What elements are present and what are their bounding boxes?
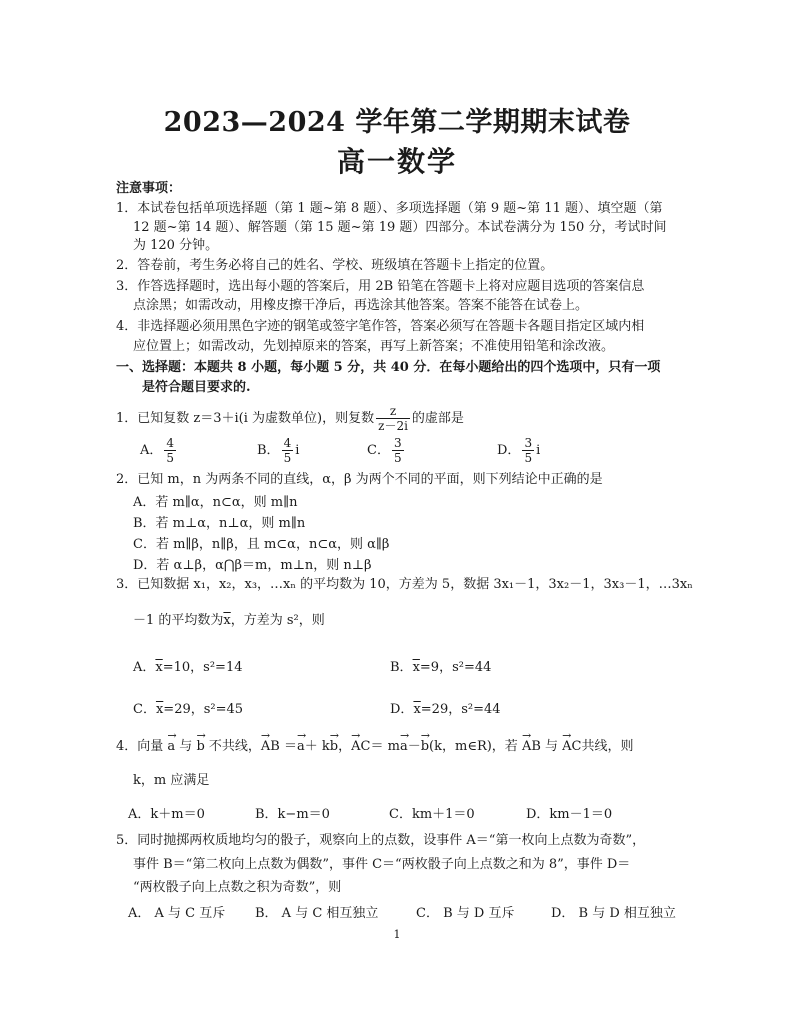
q1-stem-end: 的虚部是 <box>411 411 464 426</box>
option-text: =10，s²=14 <box>162 660 243 675</box>
q4-option-a[interactable]: A．k＋m＝0 <box>128 807 205 822</box>
q1-option-a[interactable] <box>140 436 178 465</box>
q2-option-b[interactable]: B．若 m⊥α，n⊥α，则 m∥n <box>133 516 306 531</box>
section-heading-cont: 是符合题目要求的. <box>142 380 251 395</box>
q3-option-a[interactable] <box>133 656 243 675</box>
question-3-stem-cont <box>133 612 325 629</box>
notes-heading: 注意事项： <box>116 181 182 196</box>
q3-option-c[interactable] <box>133 698 243 717</box>
exam-title: 2023—2024 学年第二学期期末试卷 <box>163 107 631 138</box>
notes-line: 为 120 分钟。 <box>133 238 219 253</box>
q1-option-d[interactable] <box>497 436 540 465</box>
mean-symbol: $\overline{x}$ <box>413 702 421 717</box>
q4-text: (k，m∈R)，若 <box>429 739 522 754</box>
question-1-stem <box>116 404 464 433</box>
q5-option-d[interactable]: D． B 与 D 相互独立 <box>551 906 676 921</box>
q4-option-c[interactable]: C．km＋1＝0 <box>389 807 475 822</box>
question-5-stem-cont: “两枚骰子向上点数之积为奇数”，则 <box>133 880 342 895</box>
option-text: =29，s²=45 <box>163 702 244 717</box>
q4-text: ＋ k <box>304 739 330 754</box>
q1-option-b[interactable] <box>257 436 299 465</box>
option-fraction <box>522 436 534 465</box>
q4-text: ＝ m <box>370 739 400 754</box>
exam-subtitle: 高一数学 <box>336 145 457 178</box>
frac-num: 3 <box>524 436 533 450</box>
notes-line: 4．非选择题必须用黑色字迹的钢笔或签字笔作答，答案必须写在答题卡各题目指定区域内相 <box>116 319 645 334</box>
q5-option-c[interactable]: C． B 与 D 互斥 <box>416 906 515 921</box>
q2-option-a[interactable]: A．若 m∥α，n⊂α，则 m∥n <box>133 495 298 510</box>
frac-num: 4 <box>283 436 292 450</box>
option-label: B． <box>390 660 413 675</box>
option-text: =9，s²=44 <box>419 660 492 675</box>
vector-a: → a <box>167 738 175 755</box>
question-5-stem-cont: 事件 B＝“第二枚向上点数为偶数”，事件 C＝“两枚骰子向上点数之和为 8”，事件 D＝ <box>133 857 631 872</box>
q1-option-c[interactable] <box>367 436 406 465</box>
frac-den: 5 <box>393 451 402 465</box>
option-suffix: i <box>295 443 300 458</box>
q2-option-c[interactable]: C．若 m∥β，n∥β，且 m⊂α，n⊂α，则 α∥β <box>133 537 390 552</box>
notes-line: 2．答卷前，考生务必将自己的姓名、学校、班级填在答题卡上指定的位置。 <box>116 258 554 273</box>
frac-num: 3 <box>393 436 402 450</box>
q4-option-d[interactable]: D．km－1＝0 <box>526 807 613 822</box>
q3-mean-symbol: $\overline{x}$ <box>223 613 231 628</box>
section-heading: 一、选择题：本题共 8 小题，每小题 5 分，共 40 分．在每小题给出的四个选项中，只有一项 <box>116 360 661 375</box>
option-label: C． <box>133 702 156 717</box>
vector-b: → b <box>196 738 204 755</box>
q2-option-d[interactable]: D．若 α⊥β，α⋂β＝m，m⊥n，则 n⊥β <box>133 558 372 573</box>
option-fraction <box>164 436 176 465</box>
frac-num: 4 <box>166 436 175 450</box>
frac-den: 5 <box>166 451 175 465</box>
q3-stem-text: －1 的平均数为 <box>133 613 224 628</box>
page-number: 1 <box>393 928 401 941</box>
vector-ac: → AC <box>562 738 581 755</box>
q5-option-b[interactable]: B． A 与 C 相互独立 <box>255 906 379 921</box>
mean-symbol: $\overline{x}$ <box>412 660 420 675</box>
notes-line: 12 题~第 14 题）、解答题（第 15 题~第 19 题）四部分。本试卷满分为 150 分，考试时间 <box>133 220 667 235</box>
q4-text: 共线，则 <box>581 739 634 754</box>
option-label: D． <box>390 702 414 717</box>
notes-line: 1．本试卷包括单项选择题（第 1 题~第 8 题）、多项选择题（第 9 题~第 11 题）、填空题（第 <box>116 201 663 216</box>
vector-b: → b <box>421 738 429 755</box>
option-label: B． <box>257 443 280 458</box>
notes-line: 点涂黑；如需改动，用橡皮擦干净后，再选涂其他答案。答案不能答在试卷上。 <box>133 298 589 313</box>
notes-line: 应位置上；如需改动，先划掉原来的答案，再写上新答案；不准使用铅笔和涂改液。 <box>133 339 615 354</box>
vector-ac: → AC <box>351 738 370 755</box>
option-label: A． <box>140 443 163 458</box>
q1-stem-text: 1．已知复数 z＝3＋i(i 为虚数单位)，则复数 <box>116 411 375 426</box>
question-4-stem <box>116 738 634 755</box>
q4-text: ＝ <box>279 739 297 754</box>
q4-text: 与 <box>540 739 563 754</box>
option-suffix: i <box>536 443 541 458</box>
option-label: C． <box>367 443 390 458</box>
q1-fraction-num: z <box>376 404 410 419</box>
option-text: =29，s²=44 <box>420 702 501 717</box>
q3-option-d[interactable] <box>390 698 501 717</box>
q5-option-a[interactable]: A． A 与 C 互斥 <box>128 906 226 921</box>
q3-option-b[interactable] <box>390 656 491 675</box>
q4-text: ， <box>338 739 352 754</box>
question-4-stem-cont: k，m 应满足 <box>133 773 210 788</box>
option-label: A． <box>133 660 156 675</box>
option-label: D． <box>497 443 521 458</box>
vector-ab: → AB <box>522 738 541 755</box>
mean-symbol: $\overline{x}$ <box>155 660 163 675</box>
q4-text: 4．向量 <box>116 739 168 754</box>
vector-a: → a <box>297 738 305 755</box>
q1-fraction-den: z－2i <box>378 419 408 433</box>
q3-stem-end: ，方差为 s²，则 <box>230 613 325 628</box>
vector-ab: → AB <box>261 738 280 755</box>
question-5-stem: 5．同时抛掷两枚质地均匀的骰子，观察向上的点数，设事件 A＝“第一枚向上点数为奇数”， <box>116 833 646 848</box>
question-2-stem: 2．已知 m，n 为两条不同的直线，α，β 为两个不同的平面，则下列结论中正确的是 <box>116 472 603 487</box>
mean-symbol: $\overline{x}$ <box>155 702 164 717</box>
vector-a: → a <box>400 738 408 755</box>
question-3-stem: 3．已知数据 x₁，x₂，x₃，…xₙ 的平均数为 10，方差为 5，数据 3x₁－1，3x₂－1，3x₃－1，…3xₙ <box>116 577 693 592</box>
q4-option-b[interactable]: B．k−m＝0 <box>255 807 330 822</box>
option-fraction <box>392 436 404 465</box>
option-fraction <box>282 436 294 465</box>
q4-text: 与 <box>175 739 197 754</box>
notes-line: 3．作答选择题时，选出每小题的答案后，用 2B 铅笔在答题卡上将对应题目选项的答案信息 <box>116 279 645 294</box>
q1-fraction <box>376 404 410 433</box>
q4-text: － <box>407 739 421 754</box>
vector-b: → b <box>330 738 338 755</box>
q4-text: 不共线， <box>204 739 261 754</box>
frac-den: 5 <box>283 451 292 465</box>
frac-den: 5 <box>524 451 533 465</box>
